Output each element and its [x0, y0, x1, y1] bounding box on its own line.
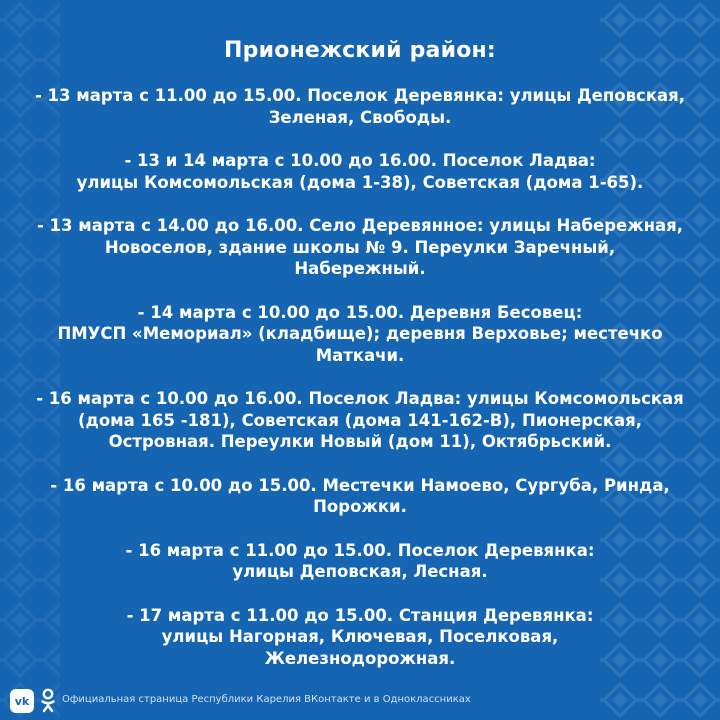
entry-line: Набережный. — [294, 259, 426, 278]
entry-line: - 16 марта с 10.00 до 15.00. Местечки Намоево, Сургуба, Ринда, — [50, 475, 670, 495]
social-icons — [10, 688, 56, 714]
entry-line: (дома 165 -181), Советская (дома 141-162-В), Пионерская, — [77, 410, 643, 430]
footer — [0, 684, 720, 720]
entry-line: улицы Комсомольская (дома 1-38), Советская (дома 1-65). — [76, 172, 644, 192]
main-content — [20, 38, 700, 691]
entry-line: - 13 марта с 14.00 до 16.00. Село Деревянное: улицы Набережная, — [36, 216, 684, 235]
schedule-entry — [20, 475, 700, 518]
entry-line: улицы Нагорная, Ключевая, Поселковая, — [161, 627, 559, 646]
vk-icon[interactable]: vk — [10, 689, 34, 713]
schedule-entry — [20, 388, 700, 453]
entry-line: Островная. Переулки Новый (дом 11), Октябрьский. — [108, 432, 612, 451]
entry-line: - 16 марта с 11.00 до 15.00. Поселок Деревянка: — [125, 540, 595, 560]
entry-line: улицы Деповская, Лесная. — [232, 562, 488, 581]
entry-line: Зеленая, Свободы. — [268, 107, 452, 127]
odnoklassniki-icon[interactable] — [40, 688, 56, 714]
entry-line: - 14 марта с 10.00 до 15.00. Деревня Бесовец: — [137, 302, 583, 322]
entry-line: Порожки. — [313, 497, 407, 516]
entry-line: - 13 и 14 марта с 10.00 до 16.00. Поселок Ладва: — [124, 151, 596, 170]
page-title: Прионежский район: — [224, 38, 496, 63]
footer-caption: Официальная страница Республики Карелия ВКонтакте и в Одноклассниках — [62, 694, 471, 705]
schedule-entry — [20, 302, 700, 367]
entry-line: Новоселов, здание школы № 9. Переулки Заречный, — [104, 237, 616, 257]
schedule-entry — [20, 215, 700, 280]
schedule-entry — [20, 150, 700, 193]
schedule-entry — [20, 540, 700, 583]
entry-line: - 13 марта с 11.00 до 15.00. Поселок Деревянка: улицы Деповская, — [34, 86, 686, 105]
entry-line: ПМУСП «Мемориал» (кладбище); деревня Верховье; местечко — [57, 324, 663, 343]
entry-line: - 16 марта с 10.00 до 16.00. Поселок Ладва: улицы Комсомольская — [36, 389, 684, 408]
schedule-entry — [20, 85, 700, 128]
entry-line: Железнодорожная. — [264, 648, 456, 668]
entry-line: Маткачи. — [315, 345, 405, 365]
entry-line: - 17 марта с 11.00 до 15.00. Станция Деревянка: — [126, 605, 594, 625]
schedule-entry — [20, 605, 700, 670]
